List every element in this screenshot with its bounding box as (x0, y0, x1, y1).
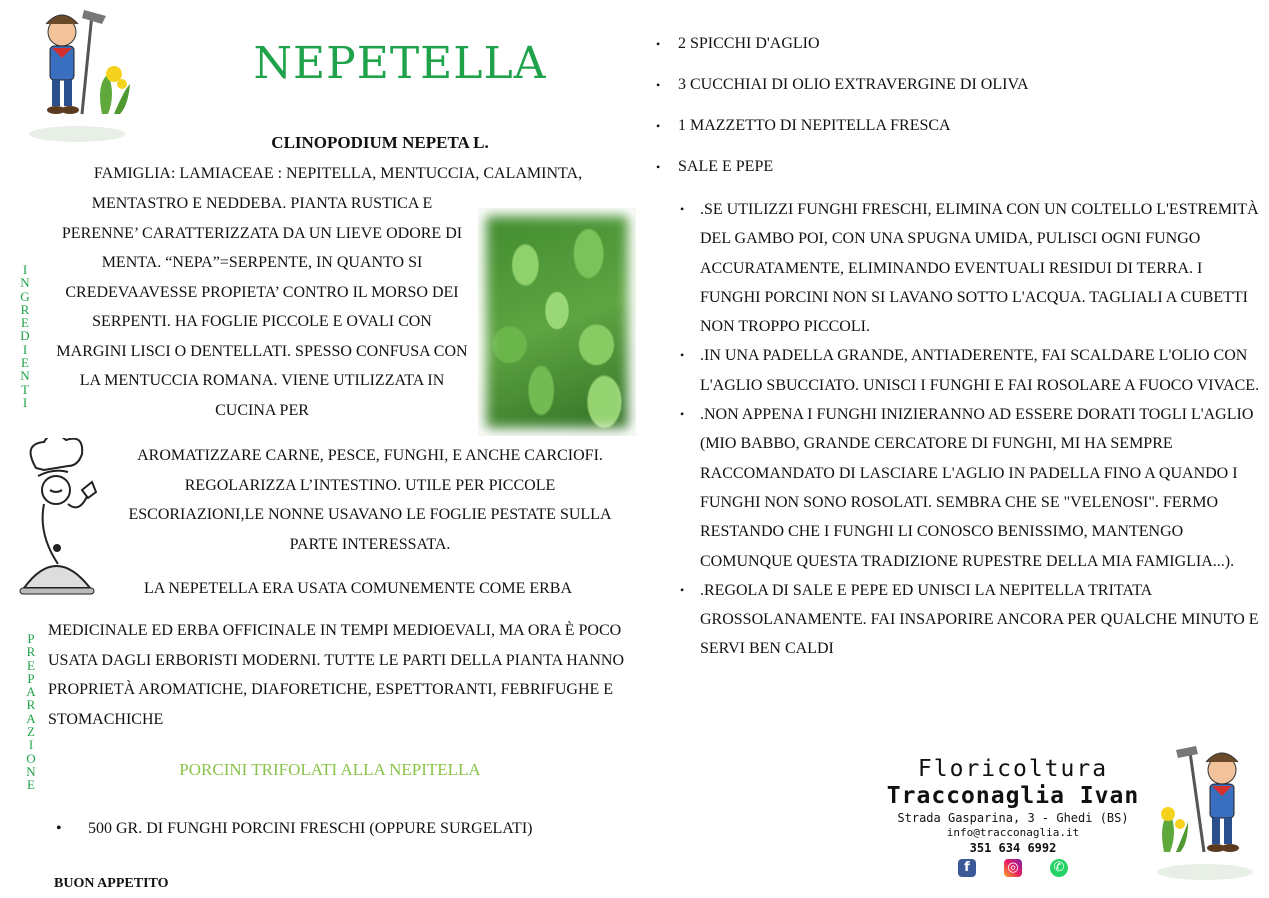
step-item: • .IN UNA PADELLA GRANDE, ANTIADERENTE, FAI SCALDARE L'OLIO CON L'AGLIO SBUCCIATO. UNISCI I FUNGHI E FAI ROSOLARE A FUOCO VIVACE. (680, 341, 1260, 400)
recipe-title: PORCINI TRIFOLATI ALLA NEPITELLA (179, 760, 481, 779)
step-item: • .NON APPENA I FUNGHI INIZIERANNO AD ESSERE DORATI TOGLI L'AGLIO (MIO BABBO, GRANDE CERCATORE DI FUNGHI, MI HA SEMPRE RACCOMANDATO DI LASCIARE L'AGLIO IN PADELLA FINO A QUANDO I FUNGHI NON SONO ROSOLATI. SEMBRA CHE SE "VELENOSI". FERMO RESTANDO CHE I FUNGHI LI CONOSCO BENISSIMO, MANTENGO COMUNQUE QUESTA TRADIZIONE RUPESTRE DELLA MIA FAMIGLIA...). (680, 400, 1260, 576)
logo-phone: 351 634 6992 (969, 841, 1057, 855)
step-item: • .REGOLA DI SALE E PEPE ED UNISCI LA NEPITELLA TRITATA GROSSOLANAMENTE. FAI INSAPORIRE ANCORA PER QUALCHE MINUTO E SERVI BEN CALDI (680, 576, 1260, 664)
social-icons (878, 859, 1148, 877)
description-paragraph-2: MENTASTRO E NEDDEBA. PIANTA RUSTICA E PERENNE’ CARATTERIZZATA DA UN LIEVE ODORE DI MENTA. “NEPA”=SERPENTE, IN QUANTO SI CREDEVAAVESSE PROPIETA’ CONTRO IL MORSO DEI SERPENTI. HA FOGLIE PICCOLE E OVALI CON MARGINI LISCI O DENTELLATI. SPESSO CONFUSA CON LA MENTUCCIA ROMANA. VIENE UTILIZZATA IN CUCINA PER (56, 195, 468, 419)
logo-line-2: Tracconaglia Ivan (886, 783, 1140, 809)
chef-illustration (16, 438, 106, 618)
list-item: • SALE E PEPE (656, 153, 1029, 194)
ingredients-list-left (56, 820, 532, 838)
ingredients-side-label: I N G R E D I E N T I (20, 262, 30, 410)
mint-photo (478, 208, 636, 436)
description-paragraph-4: LA NEPETELLA ERA USATA COMUNEMENTE COME ERBA (143, 580, 573, 597)
closing-text: BUON APPETITO (54, 876, 169, 891)
facebook-icon[interactable]: f (958, 859, 976, 877)
description-line-1: FAMIGLIA: LAMIACEAE : NEPITELLA, MENTUCCIA, CALAMINTA, (93, 165, 583, 182)
instagram-icon[interactable]: ◎ (1004, 859, 1022, 877)
preparation-side-label: P R E P A R A Z I O N E (26, 631, 36, 793)
logo-email: info@tracconaglia.it (946, 826, 1080, 839)
whatsapp-icon[interactable]: ✆ (1050, 859, 1068, 877)
logo-address: Strada Gasparina, 3 - Ghedi (BS) (897, 811, 1129, 825)
step-item: • .SE UTILIZZI FUNGHI FRESCHI, ELIMINA CON UN COLTELLO L'ESTREMITÀ DEL GAMBO POI, CON UNA SPUGNA UMIDA, PULISCI OGNI FUNGO ACCURATAMENTE, ELIMINANDO EVENTUALI RESIDUI DI TERRA. I FUNGHI PORCINI NON SI LAVANO SOTTO L'ACQUA. TAGLIALI A CUBETTI NON TROPPO PICCOLI. (680, 195, 1260, 341)
business-logo (878, 756, 1148, 877)
farmer-illustration-bottom (1150, 742, 1260, 882)
list-item: • 1 MAZZETTO DI NEPITELLA FRESCA (656, 112, 1029, 153)
preparation-steps (680, 195, 1260, 664)
logo-line-1: Floricoltura (917, 756, 1109, 782)
list-item: • 2 SPICCHI D'AGLIO (656, 30, 1029, 71)
description-paragraph-5: MEDICINALE ED ERBA OFFICINALE IN TEMPI MEDIOEVALI, MA ORA È POCO USATA DAGLI ERBORISTI MODERNI. TUTTE LE PARTI DELLA PIANTA HANNO PROPRIETÀ AROMATICHE, DIAFORETICHE, ESPETTORANTI, FEBRIFUGHE E STOMACHICHE (48, 622, 625, 728)
ingredients-list-right (656, 30, 1029, 194)
list-item: • 3 CUCCHIAI DI OLIO EXTRAVERGINE DI OLIVA (656, 71, 1029, 112)
description-paragraph-3: AROMATIZZARE CARNE, PESCE, FUNGHI, E ANCHE CARCIOFI. REGOLARIZZA L’INTESTINO. UTILE PER PICCOLE ESCORIAZIONI,LE NONNE USAVANO LE FOGLIE PESTATE SULLA PARTE INTERESSATA. (128, 447, 612, 553)
page-title: NEPETELLA (253, 38, 547, 89)
latin-name: CLINOPODIUM NEPETA L. (271, 133, 489, 152)
farmer-illustration-top (22, 4, 132, 144)
list-item: • 500 GR. DI FUNGHI PORCINI FRESCHI (OPPURE SURGELATI) (56, 820, 532, 838)
